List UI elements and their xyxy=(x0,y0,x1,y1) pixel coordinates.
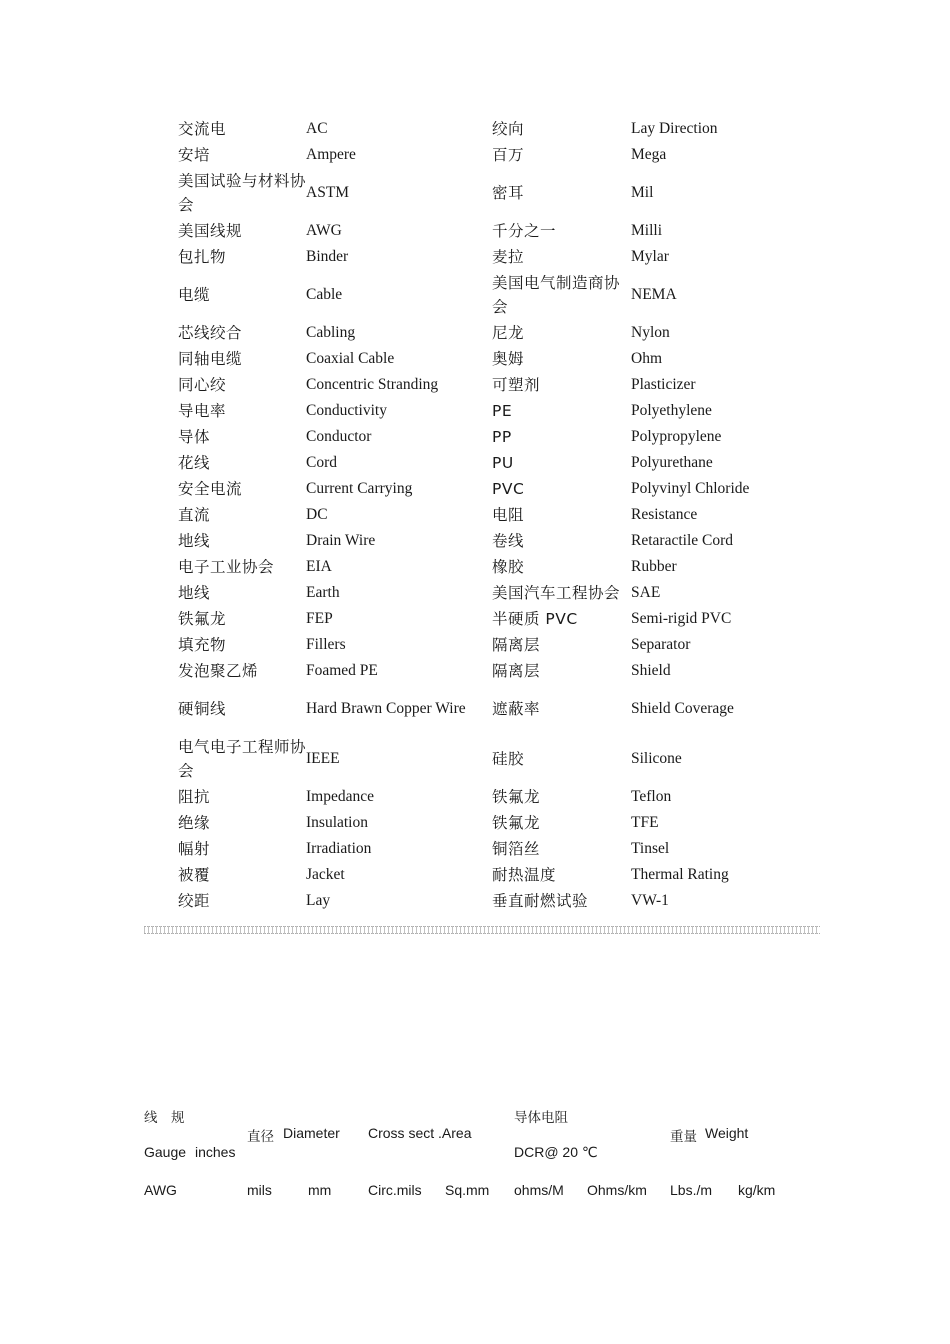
glossary-row xyxy=(178,270,778,320)
term-zh: 遮蔽率 xyxy=(492,700,541,718)
term-zh: 绞向 xyxy=(492,120,525,138)
term-en: AC xyxy=(306,120,328,137)
term-zh: 隔离层 xyxy=(492,662,541,680)
unit-mm: mm xyxy=(308,1182,332,1198)
term-en: Cabling xyxy=(306,324,356,341)
term-en: Mylar xyxy=(631,248,669,265)
term-en: Cable xyxy=(306,286,343,303)
term-en: Rubber xyxy=(631,558,677,575)
term-en: Lay Direction xyxy=(631,120,718,137)
term-en: Conductor xyxy=(306,428,372,445)
term-zh: 铁氟龙 xyxy=(492,814,541,832)
resistance-zh-label: 导体电阻 xyxy=(514,1110,568,1126)
term-en: ASTM xyxy=(306,184,350,201)
term-en: Ampere xyxy=(306,146,356,163)
unit-ohms-km: Ohms/km xyxy=(587,1182,647,1198)
term-en: Ohm xyxy=(631,350,662,367)
term-en: Insulation xyxy=(306,814,368,831)
glossary-row xyxy=(178,218,778,244)
glossary-row xyxy=(178,734,778,784)
glossary-row xyxy=(178,372,778,398)
term-en: Shield Coverage xyxy=(631,700,734,717)
term-en: IEEE xyxy=(306,750,340,767)
glossary-row xyxy=(178,632,778,658)
term-zh: 奥姆 xyxy=(492,350,525,368)
term-zh: 芯线绞合 xyxy=(178,324,243,342)
glossary-row xyxy=(178,476,778,502)
glossary-row xyxy=(178,424,778,450)
unit-mils: mils xyxy=(247,1182,272,1198)
glossary-row xyxy=(178,784,778,810)
term-zh: 铁氟龙 xyxy=(492,788,541,806)
term-zh: 半硬质 PVC xyxy=(492,610,578,628)
term-en: Cord xyxy=(306,454,337,471)
term-en: SAE xyxy=(631,584,661,601)
glossary-row xyxy=(178,398,778,424)
term-zh: 同轴电缆 xyxy=(178,350,243,368)
term-zh: 阻抗 xyxy=(178,788,211,806)
term-zh: 卷线 xyxy=(492,532,525,550)
term-en: Polypropylene xyxy=(631,428,722,445)
term-zh: 幅射 xyxy=(178,840,211,858)
term-zh: 硬铜线 xyxy=(178,700,227,718)
term-en: Teflon xyxy=(631,788,672,805)
dotted-separator xyxy=(144,926,820,934)
term-zh: 被覆 xyxy=(178,866,211,884)
term-zh: 电子工业协会 xyxy=(178,558,275,576)
term-zh: 千分之一 xyxy=(492,222,557,240)
term-en: Silicone xyxy=(631,750,682,767)
term-zh: 绝缘 xyxy=(178,814,211,832)
term-zh: 导电率 xyxy=(178,402,227,420)
term-zh: PE xyxy=(492,402,513,420)
term-zh: 铁氟龙 xyxy=(178,610,227,628)
term-zh: PP xyxy=(492,428,512,446)
glossary-row xyxy=(178,658,778,684)
unit-ohms-m: ohms/M xyxy=(514,1182,564,1198)
term-en: Polyurethane xyxy=(631,454,713,471)
glossary-body xyxy=(178,116,778,914)
glossary-row xyxy=(178,346,778,372)
term-en: Polyethylene xyxy=(631,402,712,419)
diameter-en-label: Diameter xyxy=(283,1125,340,1141)
term-en: Hard Brawn Copper Wire xyxy=(306,700,466,717)
gauge-zh-label: 线 规 xyxy=(144,1110,185,1126)
term-en: Coaxial Cable xyxy=(306,350,395,367)
term-zh: 交流电 xyxy=(178,120,227,138)
glossary-row xyxy=(178,168,778,218)
term-zh: 直流 xyxy=(178,506,211,524)
term-zh: 隔离层 xyxy=(492,636,541,654)
term-zh: 绞距 xyxy=(178,892,211,910)
term-zh: 填充物 xyxy=(178,636,227,654)
term-zh: 花线 xyxy=(178,454,211,472)
term-zh: PU xyxy=(492,454,514,472)
term-en: Shield xyxy=(631,662,671,679)
term-en: Polyvinyl Chloride xyxy=(631,480,750,497)
weight-zh-label: 重量 xyxy=(670,1129,697,1145)
term-zh: 尼龙 xyxy=(492,324,525,342)
term-zh: 电阻 xyxy=(492,506,525,524)
unit-kg-km: kg/km xyxy=(738,1182,776,1198)
term-en: Jacket xyxy=(306,866,345,883)
term-en: Lay xyxy=(306,892,331,909)
term-zh: 橡胶 xyxy=(492,558,525,576)
term-en: Retaractile Cord xyxy=(631,532,733,549)
weight-en-label: Weight xyxy=(705,1125,749,1141)
term-zh: 地线 xyxy=(178,532,211,550)
term-zh: 电气电子工程师协会 xyxy=(178,738,307,780)
glossary-table xyxy=(178,116,778,914)
term-en: Tinsel xyxy=(631,840,670,857)
term-en: Resistance xyxy=(631,506,698,523)
glossary-row xyxy=(178,116,778,142)
glossary-row xyxy=(178,502,778,528)
term-en: Concentric Stranding xyxy=(306,376,439,393)
term-zh: 耐热温度 xyxy=(492,866,557,884)
inches-label: inches xyxy=(195,1144,236,1160)
term-en: NEMA xyxy=(631,286,677,303)
term-zh: 铜箔丝 xyxy=(492,840,541,858)
term-en: Current Carrying xyxy=(306,480,413,497)
gauge-en-label: Gauge xyxy=(144,1144,187,1160)
term-zh: PVC xyxy=(492,480,525,498)
glossary-row xyxy=(178,244,778,270)
term-en: Thermal Rating xyxy=(631,866,729,883)
term-zh: 麦拉 xyxy=(492,248,525,266)
term-zh: 硅胶 xyxy=(492,750,525,768)
term-zh: 美国试验与材料协会 xyxy=(178,172,307,214)
term-en: Conductivity xyxy=(306,402,387,419)
glossary-row xyxy=(178,580,778,606)
unit-circ-mils: Circ.mils xyxy=(368,1182,422,1198)
term-en: Earth xyxy=(306,584,340,601)
term-en: Foamed PE xyxy=(306,662,378,679)
unit-lbs-m: Lbs./m xyxy=(670,1182,713,1198)
term-en: FEP xyxy=(306,610,333,627)
term-zh: 电缆 xyxy=(178,286,211,304)
term-en: VW-1 xyxy=(631,892,669,909)
term-zh: 同心绞 xyxy=(178,376,227,394)
term-en: Fillers xyxy=(306,636,346,653)
term-zh: 美国线规 xyxy=(178,222,243,240)
glossary-row xyxy=(178,450,778,476)
term-zh: 美国汽车工程协会 xyxy=(492,584,621,602)
resistance-en-label: DCR@ 20 ℃ xyxy=(514,1144,598,1160)
term-zh: 可塑剂 xyxy=(492,376,541,394)
term-en: Impedance xyxy=(306,788,374,805)
term-zh: 地线 xyxy=(178,584,211,602)
term-zh: 密耳 xyxy=(492,184,525,202)
term-zh: 美国电气制造商协会 xyxy=(492,274,621,316)
glossary-row xyxy=(178,320,778,346)
glossary-row xyxy=(178,142,778,168)
term-en: Separator xyxy=(631,636,691,653)
term-zh: 包扎物 xyxy=(178,248,227,266)
glossary-row xyxy=(178,888,778,914)
term-zh: 安全电流 xyxy=(178,480,243,498)
term-zh: 垂直耐燃试验 xyxy=(492,892,589,910)
glossary-row xyxy=(178,554,778,580)
term-zh: 安培 xyxy=(178,146,211,164)
term-en: Semi-rigid PVC xyxy=(631,610,732,627)
term-en: Mil xyxy=(631,184,654,201)
term-en: Binder xyxy=(306,248,349,265)
term-en: Drain Wire xyxy=(306,532,376,549)
term-en: Mega xyxy=(631,146,667,163)
glossary-row xyxy=(178,810,778,836)
cross-section-label: Cross sect .Area xyxy=(368,1125,472,1141)
diameter-zh-label: 直径 xyxy=(247,1129,274,1145)
term-zh: 发泡聚乙烯 xyxy=(178,662,259,680)
term-en: Milli xyxy=(631,222,663,239)
glossary-row xyxy=(178,836,778,862)
glossary-row xyxy=(178,606,778,632)
term-zh: 百万 xyxy=(492,146,525,164)
term-en: Plasticizer xyxy=(631,376,696,393)
term-en: TFE xyxy=(631,814,659,831)
term-en: Irradiation xyxy=(306,840,372,857)
term-zh: 导体 xyxy=(178,428,211,446)
glossary-row xyxy=(178,528,778,554)
unit-sq-mm: Sq.mm xyxy=(445,1182,490,1198)
term-en: EIA xyxy=(306,558,332,575)
term-en: AWG xyxy=(306,222,342,239)
term-en: Nylon xyxy=(631,324,670,341)
glossary-row xyxy=(178,684,778,734)
glossary-row xyxy=(178,862,778,888)
unit-awg: AWG xyxy=(144,1182,177,1198)
term-en: DC xyxy=(306,506,328,523)
